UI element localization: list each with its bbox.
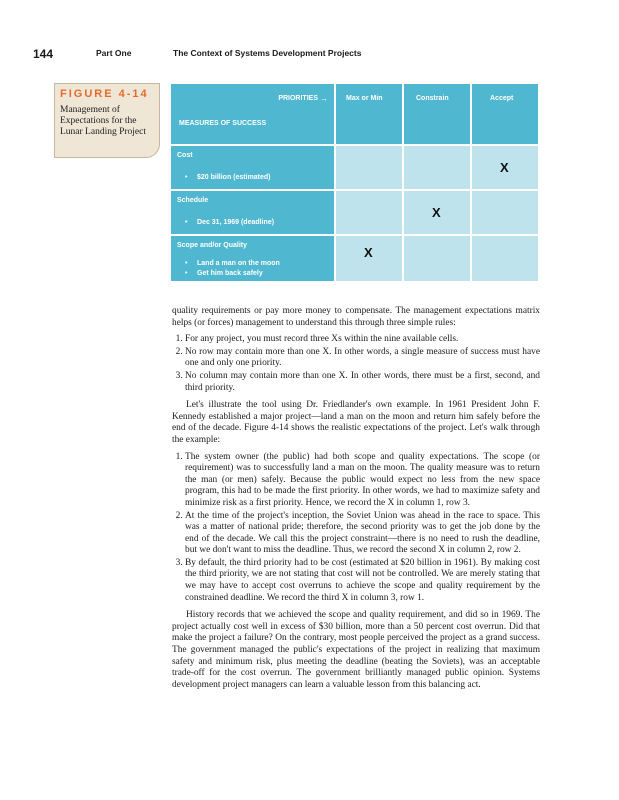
list-item: 1. For any project, you must record three Xs within the nine available cells. — [185, 334, 540, 346]
list-item: 3. By default, the third priority had to be cost (estimated at $20 billion in 1961). By making cost the third priority, we are not stating that cost will not be controlled. We are merely stating that we may have to accept cost overruns to achieve the scope and quality requirement by the constrained deadline. We record the third X in column 3, row 1. — [185, 558, 540, 604]
figure-caption: Management of Expectations for the Lunar Landing Project — [60, 105, 147, 137]
running-header — [33, 47, 579, 61]
cell-r3-c2 — [403, 235, 471, 282]
priorities-label: PRIORITIES — [278, 95, 318, 102]
cell-r2-c3 — [471, 190, 539, 235]
col-header-constrain: Constrain — [403, 83, 471, 145]
part-label: Part One — [96, 48, 132, 58]
paragraph: quality requirements or pay more money to compensate. The management expectations matrix helps (or forces) management to understand this through three simple rules: — [172, 306, 540, 328]
cell-r1-c1 — [335, 145, 403, 190]
cell-r1-c2 — [403, 145, 471, 190]
cell-r3-c3 — [471, 235, 539, 282]
row-label-schedule: Schedule • Dec 31, 1969 (deadline) — [170, 190, 335, 235]
body-text — [172, 306, 540, 696]
cell-r2-c1 — [335, 190, 403, 235]
example-list — [172, 452, 540, 605]
priority-mark: X — [364, 245, 373, 260]
chapter-title: The Context of Systems Development Projects — [173, 48, 362, 58]
priority-mark: X — [500, 160, 509, 175]
priority-mark: X — [432, 205, 441, 220]
matrix-corner-cell — [170, 83, 335, 145]
figure-caption-box — [54, 83, 160, 158]
row-label-cost: Cost • $20 billion (estimated) — [170, 145, 335, 190]
expectations-matrix — [170, 83, 539, 282]
list-item: 3. No column may contain more than one X. In other words, there must be a first, second, and third priority. — [185, 371, 540, 394]
paragraph: Let's illustrate the tool using Dr. Friedlander's own example. In 1961 President John F. Kennedy established a major project—land a man on the moon and return him safely before the end of the decade. Figure 4-14 shows the realistic expectations of the project. Let's walk through the example: — [172, 400, 540, 445]
list-item: 2. No row may contain more than one X. In other words, a single measure of success must have one and only one priority. — [185, 347, 540, 370]
row-label-scope-quality: Scope and/or Quality • Land a man on the moon • Get him back safely — [170, 235, 335, 282]
page-number: 144 — [33, 47, 54, 61]
arrow-right-icon: → — [320, 94, 328, 103]
col-header-accept: Accept — [471, 83, 539, 145]
col-header-max-min: Max or Min — [335, 83, 403, 145]
cell-r2-c2 — [403, 190, 471, 235]
measures-label: MEASURES OF SUCCESS — [179, 120, 267, 127]
cell-r1-c3 — [471, 145, 539, 190]
figure-label: FIGURE 4-14 — [60, 88, 149, 100]
list-item: 2. At the time of the project's inception, the Soviet Union was ahead in the race to space. This was a matter of national pride; therefore, the second priority was to get the job done by the end of the decade. We call this the project constraint—there is no need to rush the deadline, but we don't want to miss the deadline. Thus, we record the second X in column 2, row 2. — [185, 511, 540, 557]
cell-r3-c1 — [335, 235, 403, 282]
paragraph: History records that we achieved the scope and quality requirement, and did so in 1969. The project actually cost well in excess of $30 billion, more than a 50 percent cost overrun. Did that make the project a failure? On the contrary, most people perceived the project as a grand success. The government managed the public's expectations of the project in realizing that maximum safety and minimum risk, plus meeting the deadline (beating the Soviets), was an acceptable trade-off for the cost overrun. The government brilliantly managed public opinion. Systems development project managers can learn a valuable lesson from this balancing act. — [172, 610, 540, 690]
rules-list — [172, 334, 540, 394]
list-item: 1. The system owner (the public) had both scope and quality expectations. The scope (or requirement) was to successfully land a man on the moon. The quality measure was to return the man (or men) safely. Because the public would expect no less from the new space program, this had to be made the first priority. In other words, we had to maximize safety and minimize risk as a first priority. Hence, we record the X in column 1, row 3. — [185, 452, 540, 510]
